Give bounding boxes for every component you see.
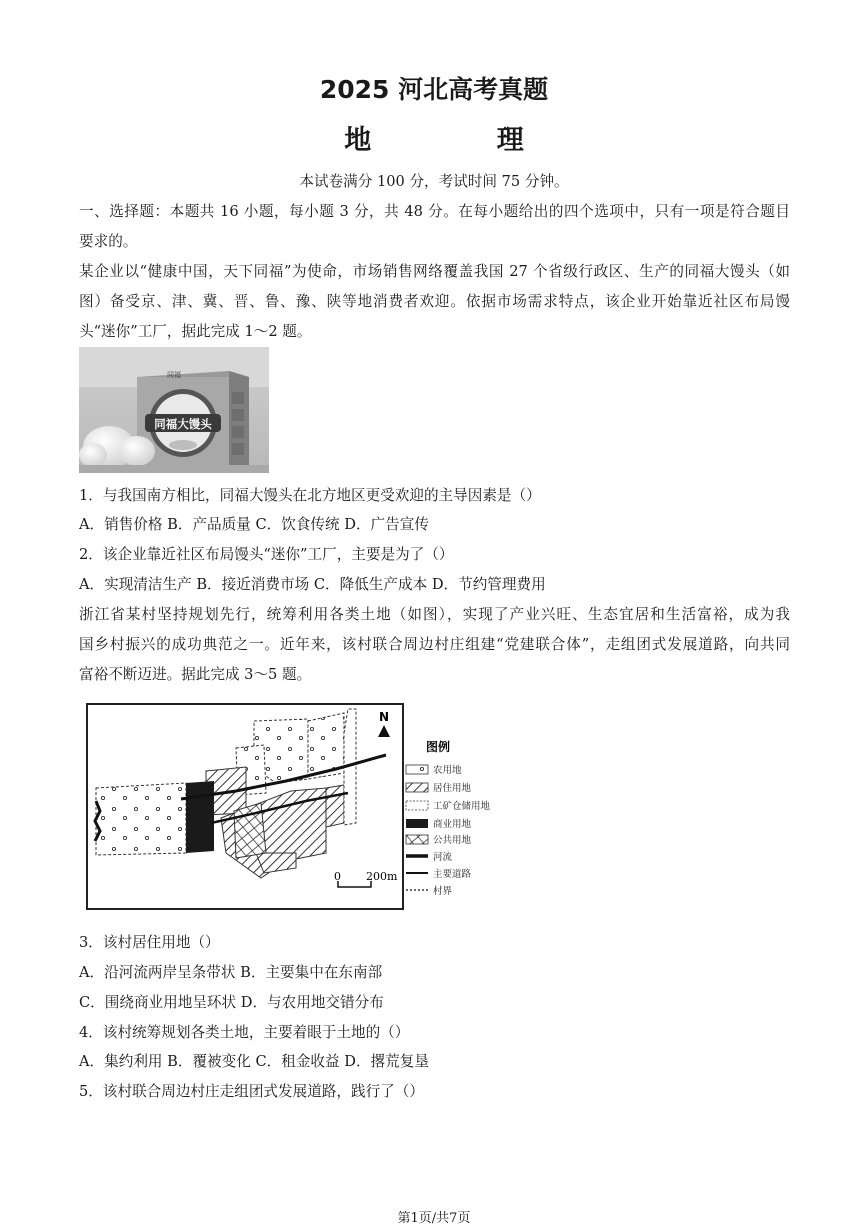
passage1-line2: 图）备受京、津、冀、晋、鲁、豫、陕等地消费者欢迎。依据市场需求特点，该企业开始靠近社区布局馒: [79, 293, 790, 310]
question-3-options-ab: A．沿河流两岸呈条带状 B．主要集中在东南部: [79, 964, 383, 981]
question-4-stem: 4．该村统筹规划各类土地，主要着眼于土地的（）: [79, 1024, 410, 1041]
brand-label: 同福: [167, 371, 181, 379]
question-2-stem: 2．该企业靠近社区布局馒头“迷你”工厂，主要是为了（）: [79, 546, 454, 563]
passage1-line1: 某企业以“健康中国，天下同福”为使命，市场销售网络覆盖我国 27 个省级行政区、生产的同福大馒头（如: [79, 263, 790, 280]
steamed-bun-product-photo: [79, 347, 269, 473]
svg-text:0: 0: [334, 870, 341, 883]
page-footer: 第1页/共7页: [397, 1211, 471, 1226]
exam-note: 本试卷满分 100 分，考试时间 75 分钟。: [299, 173, 569, 190]
question-1-stem: 1．与我国南方相比，同福大馒头在北方地区更受欢迎的主导因素是（）: [79, 487, 541, 504]
legend-road: 主要道路: [433, 869, 472, 880]
section-instruction-line1: 一、选择题：本题共 16 小题，每小题 3 分，共 48 分。在每小题给出的四个选项中，只有一项是符合题目: [79, 203, 790, 220]
legend-river: 河流: [433, 852, 453, 863]
subject-title: 地 理: [344, 125, 582, 156]
legend-industrial: 工矿仓储用地: [433, 801, 491, 812]
passage1-line3: 头“迷你”工厂，据此完成 1～2 题。: [79, 323, 312, 340]
box-label: 同福大馒头: [154, 417, 212, 431]
question-4-options: A．集约利用 B．覆被变化 C．租金收益 D．撂荒复垦: [79, 1053, 429, 1070]
section-instruction-line2: 要求的。: [79, 233, 138, 250]
village-land-use-map: [86, 703, 526, 913]
legend-farmland: 农用地: [433, 765, 462, 776]
commercial-land: [186, 781, 214, 853]
legend-boundary: 村界: [433, 886, 453, 897]
passage2-line3: 富裕不断迈进。据此完成 3～5 题。: [79, 666, 312, 683]
north-label: N: [379, 710, 390, 724]
legend-residential: 居住用地: [433, 783, 472, 794]
svg-text:200m: 200m: [366, 870, 398, 883]
passage2-line1: 浙江省某村坚持规划先行，统筹利用各类土地（如图），实现了产业兴旺、生态宜居和生活富裕，成为我: [79, 606, 790, 623]
legend-public: 公共用地: [433, 835, 472, 846]
question-3-stem: 3．该村居住用地（）: [79, 934, 220, 951]
question-1-options: A．销售价格 B．产品质量 C．饮食传统 D．广告宣传: [79, 516, 429, 533]
legend-title: 图例: [426, 740, 451, 754]
farmland-west: [96, 783, 186, 855]
question-2-options: A．实现清洁生产 B．接近消费市场 C．降低生产成本 D．节约管理费用: [79, 576, 546, 593]
legend-commercial: 商业用地: [433, 819, 472, 830]
passage2-line2: 国乡村振兴的成功典范之一。近年来，该村联合周边村庄组建“党建联合体”，走组团式发展道路，向共同: [79, 636, 790, 653]
question-3-options-cd: C．围绕商业用地呈环状 D．与农用地交错分布: [79, 994, 384, 1011]
exam-title: 2025 河北高考真题: [319, 75, 549, 104]
question-5-stem: 5．该村联合周边村庄走组团式发展道路，践行了（）: [79, 1083, 424, 1100]
